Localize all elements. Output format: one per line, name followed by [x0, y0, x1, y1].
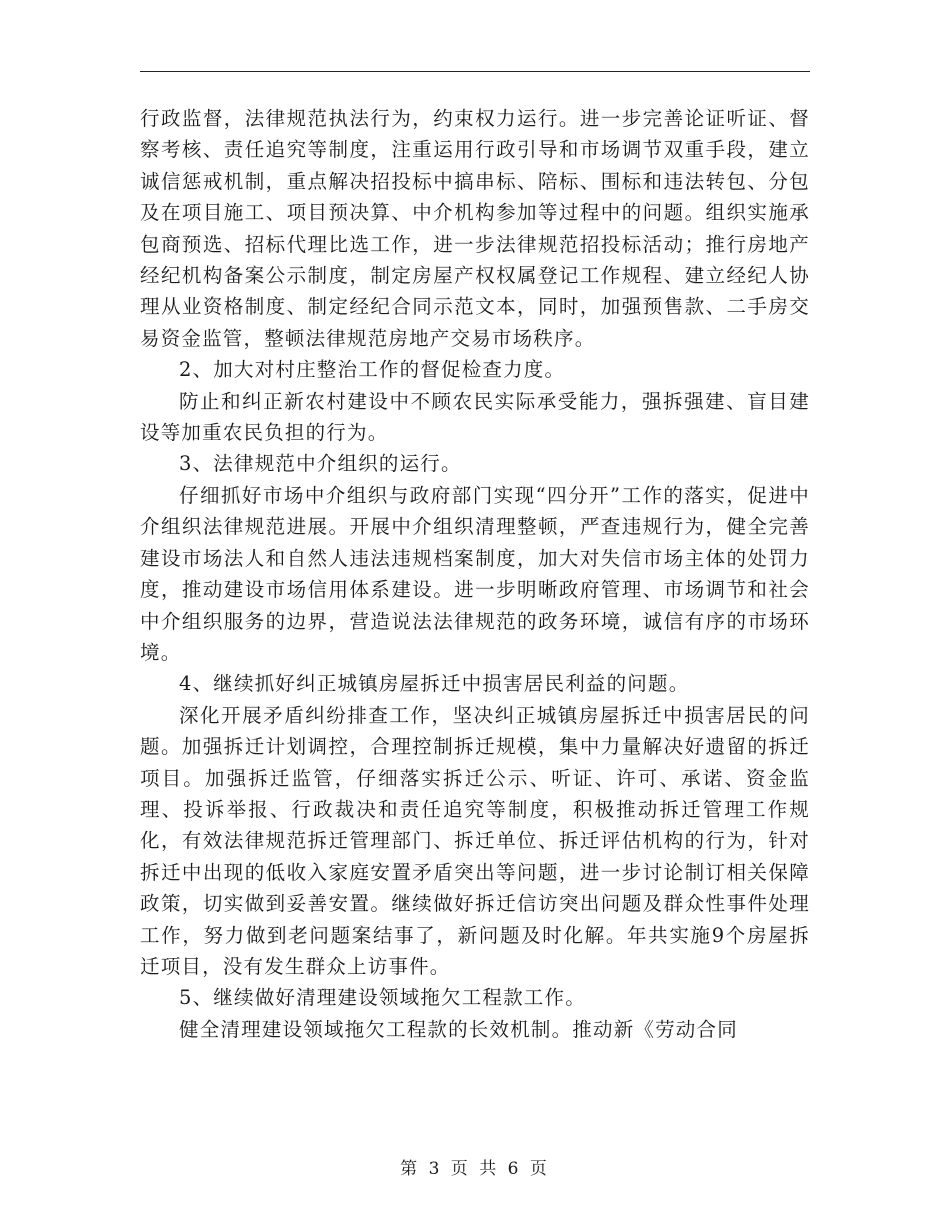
section-heading: 5、继续做好清理建设领域拖欠工程款工作。	[179, 986, 586, 1010]
header-rule	[140, 71, 810, 72]
document-body	[140, 103, 810, 1045]
section-heading: 3、法律规范中介组织的运行。	[179, 452, 462, 476]
paragraph: 行政监督，法律规范执法行为，约束权力运行。进一步完善论证听证、督察考核、责任追究等制度，注重运用行政引导和市场调节双重手段，建立诚信惩戒机制，重点解决招投标中搞串标、陪标、围标和违法转包、分包及在项目施工、项目预决算、中介机构参加等过程中的问题。组织实施承包商预选、招标代理比选工作，进一步法律规范招投标活动；推行房地产经纪机构备案公示制度，制定房屋产权权属登记工作规程、建立经纪人协理从业资格制度、制定经纪合同示范文本，同时，加强预售款、二手房交易资金监管，整顿法律规范房地产交易市场秩序。	[140, 107, 810, 350]
paragraph: 深化开展矛盾纠纷排查工作，坚决纠正城镇房屋拆迁中损害居民的问题。加强拆迁计划调控，合理控制拆迁规模，集中力量解决好遗留的拆迁项目。加强拆迁监管，仔细落实拆迁公示、听证、许可、承诺、资金监理、投诉举报、行政裁决和责任追究等制度，积极推动拆迁管理工作规化，有效法律规范拆迁管理部门、拆迁单位、拆迁评估机构的行为，针对拆迁中出现的低收入家庭安置矛盾突出等问题，进一步讨论制订相关保障政策，切实做到妥善安置。继续做好拆迁信访突出问题及群众性事件处理工作，努力做到老问题案结事了，新问题及时化解。年共实施9个房屋拆迁项目，没有发生群众上访事件。	[140, 703, 810, 978]
paragraph: 防止和纠正新农村建设中不顾农民实际承受能力，强拆强建、盲目建设等加重农民负担的行为。	[140, 389, 810, 445]
paragraph: 仔细抓好市场中介组织与政府部门实现“四分开”工作的落实，促进中介组织法律规范进展。开展中介组织清理整顿，严查违规行为，健全完善建设市场法人和自然人违法违规档案制度，加大对失信市场主体的处罚力度，推动建设市场信用体系建设。进一步明晰政府管理、市场调节和社会中介组织服务的边界，营造说法法律规范的政务环境，诚信有序的市场环境。	[140, 483, 810, 664]
paragraph: 健全清理建设领域拖欠工程款的长效机制。推动新《劳动合同	[179, 1017, 738, 1041]
section-heading: 2、加大对村庄整治工作的督促检查力度。	[179, 358, 566, 382]
section-heading: 4、继续抓好纠正城镇房屋拆迁中损害居民利益的问题。	[179, 672, 690, 696]
page-number-footer: 第 3 页 共 6 页	[400, 1159, 550, 1179]
